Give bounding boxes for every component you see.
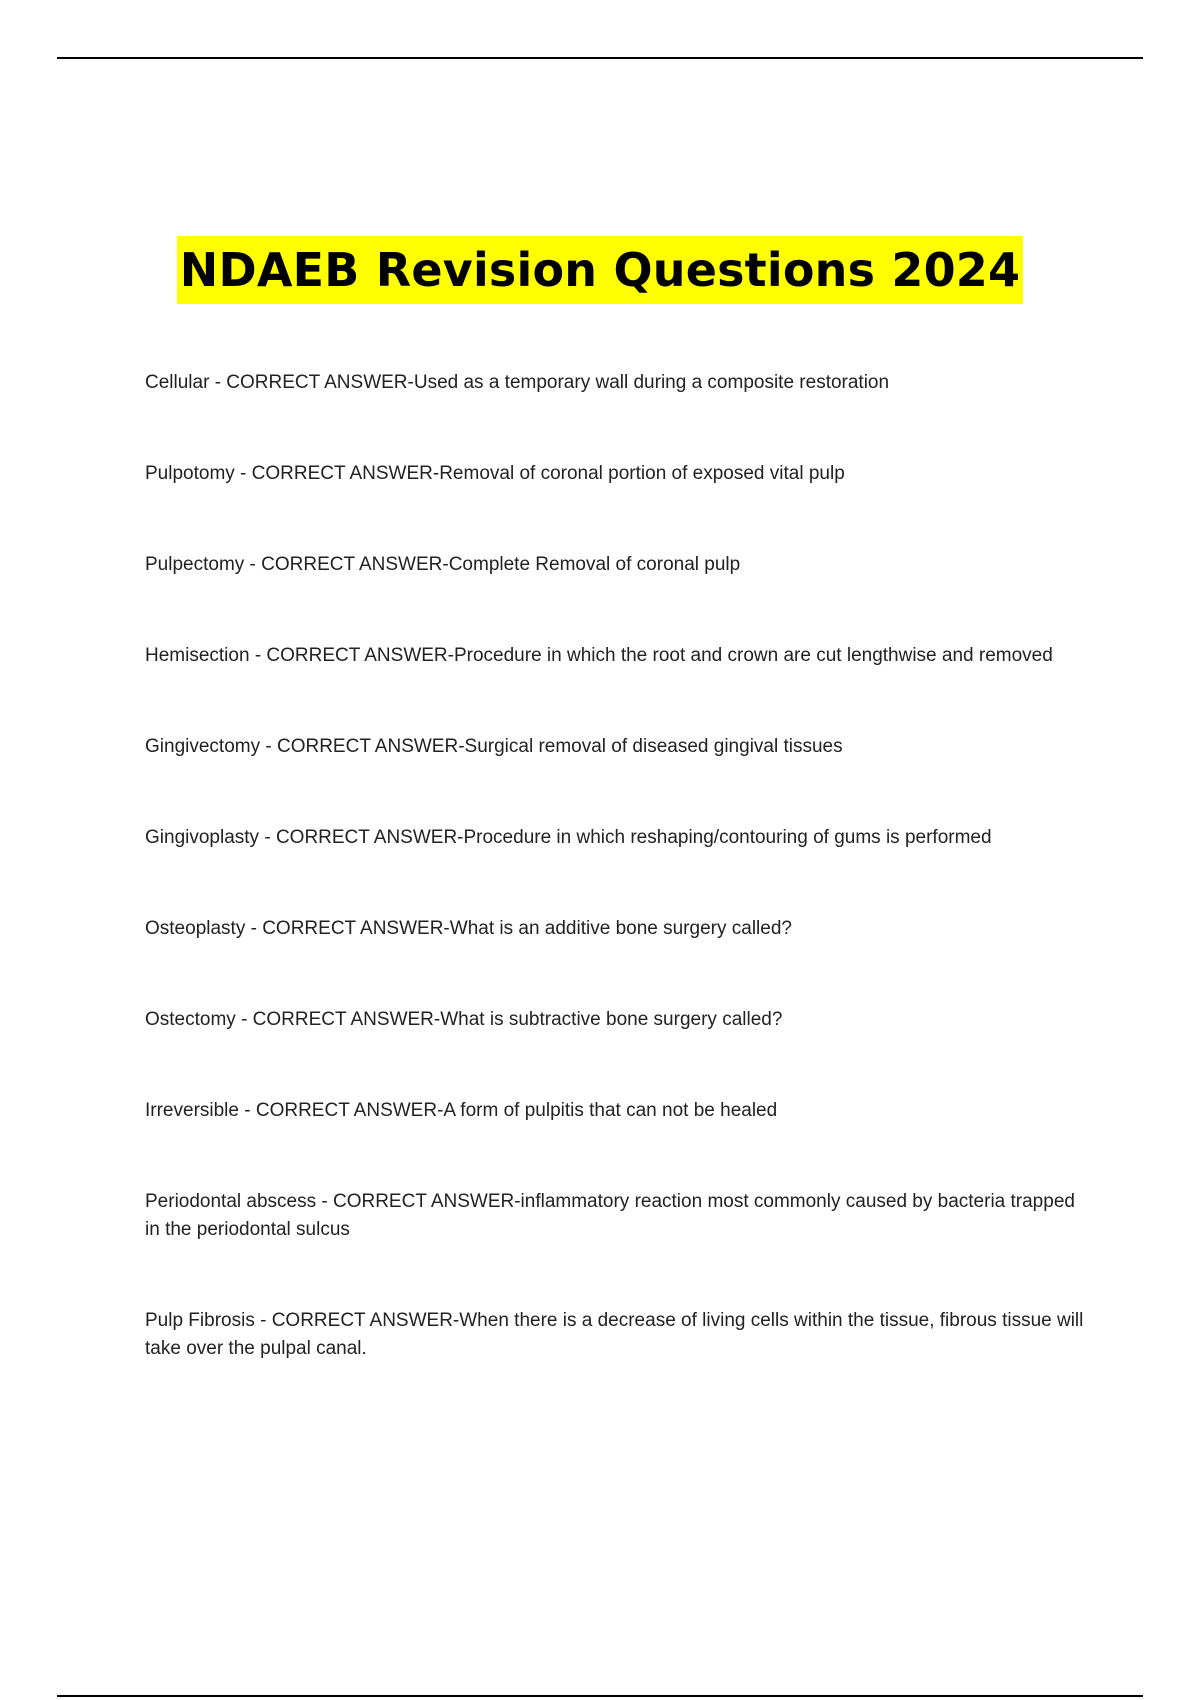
header-rule — [57, 57, 1143, 59]
qa-item-pulpotomy: Pulpotomy - CORRECT ANSWER-Removal of coronal portion of exposed vital pulp — [145, 463, 845, 484]
qa-item-gingivectomy: Gingivectomy - CORRECT ANSWER-Surgical removal of diseased gingival tissues — [145, 735, 843, 757]
title-block — [0, 236, 1200, 304]
qa-item-irreversible: Irreversible - CORRECT ANSWER-A form of pulpitis that can not be healed — [145, 1099, 778, 1121]
qa-item-periodontal-abscess: Periodontal abscess - CORRECT ANSWER-inflammatory reaction most commonly caused by bacteria trapped in the periodontal sulcus — [145, 1190, 1075, 1240]
qa-list — [145, 369, 1095, 1364]
footer-rule — [57, 1695, 1143, 1697]
qa-item-osteoplasty: Osteoplasty - CORRECT ANSWER-What is an additive bone surgery called? — [145, 917, 792, 939]
qa-item-gingivoplasty: Gingivoplasty - CORRECT ANSWER-Procedure in which reshaping/contouring of gums is performed — [145, 826, 992, 848]
qa-item-cellular: Cellular - CORRECT ANSWER-Used as a temporary wall during a composite restoration — [145, 372, 890, 393]
qa-item-hemisection: Hemisection - CORRECT ANSWER-Procedure in which the root and crown are cut lengthwise and removed — [145, 645, 1053, 666]
document-title: NDAEB Revision Questions 2024 — [177, 236, 1023, 304]
qa-item-pulpectomy: Pulpectomy - CORRECT ANSWER-Complete Removal of coronal pulp — [145, 554, 741, 575]
qa-item-pulp-fibrosis: Pulp Fibrosis - CORRECT ANSWER-When there is a decrease of living cells within the tissue, fibrous tissue will take over the pulpal canal. — [145, 1309, 1084, 1359]
qa-item-ostectomy: Ostectomy - CORRECT ANSWER-What is subtractive bone surgery called? — [145, 1008, 783, 1030]
